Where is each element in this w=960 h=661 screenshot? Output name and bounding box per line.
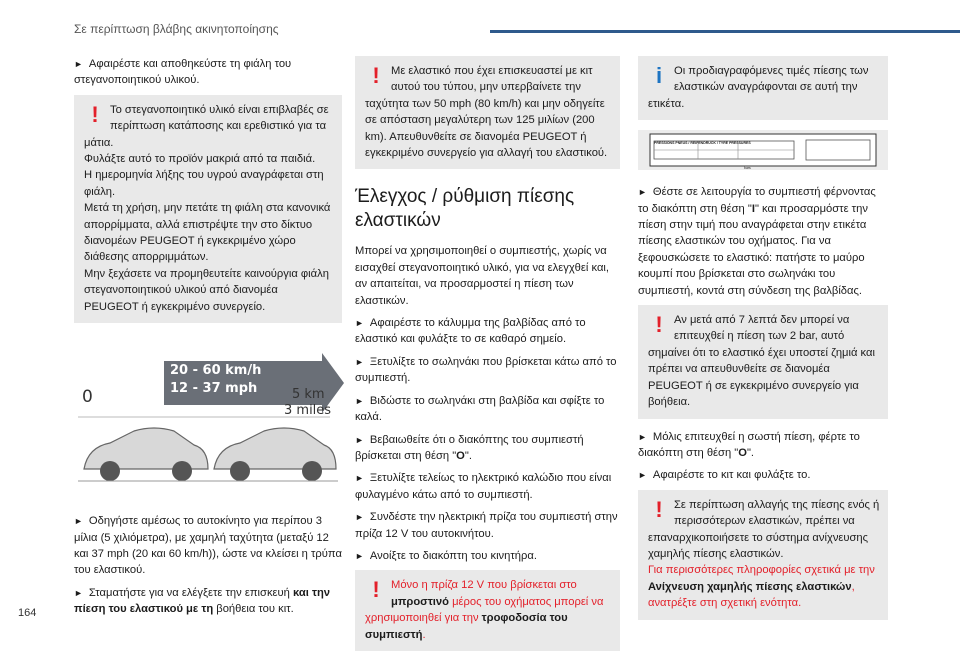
note-line: Μην ξεχάσετε να προμηθευτείτε καινούργια φιάλη στεγανοποιητικού υλικού από διανομέα PEUGEOT ή εγκεκριμένο συνεργείο. [84,267,329,313]
bullet-arrow-icon: ► [355,512,364,523]
step: ► Συνδέστε την ηλεκτρική πρίζα του συμπιεστή στην πρίζα 12 V του αυτοκινήτου. [355,511,618,540]
column-2 [355,56,620,661]
bullet-arrow-icon: ► [355,473,364,484]
info-icon: i [655,63,663,88]
bullet-arrow-icon: ► [638,187,647,198]
section-title: Έλεγχος / ρύθμιση πίεσης ελαστικών [355,186,575,232]
speed-distance-illustration [74,351,342,501]
step: ► Αφαιρέστε το κάλυμμα της βαλβίδας από το ελαστικό και φυλάξτε το σε καθαρό σημείο. [355,317,586,346]
info-note: i Οι προδιαγραφόμενες τιμές πίεσης των ελαστικών αναγράφονται σε αυτή την ετικέτα. [638,56,888,120]
step: ► Μόλις επιτευχθεί η σωστή πίεση, φέρτε το διακόπτη στη θέση "O". [638,430,860,459]
label-unit: bars [744,166,751,171]
step: ► Βιδώστε το σωληνάκι στη βαλβίδα και σφίξτε το καλά. [355,394,605,424]
speed-kmh: 20 - 60 km/h [170,363,262,379]
warning-icon: ! [655,312,663,338]
warning-note: ! Μόνο η πρίζα 12 V που βρίσκεται στο μπροστινό μέρος του οχήματος μπορεί να χρησιμοποιηθεί για την τροφοδοσία του συμπιεστή. [355,570,620,651]
tyre-pressure-label-illustration [638,130,888,170]
warning-icon: ! [655,496,663,522]
distance-miles: 3 miles [284,403,332,419]
bullet-arrow-icon: ► [74,59,83,69]
bullet-arrow-icon: ► [638,470,647,481]
warning-note: ! Με ελαστικό που έχει επισκευαστεί με κιτ αυτού του τύπου, μην υπερβαίνετε την ταχύτητα των 50 mph (80 km/h) και μην οδηγείτε σε απόσταση μεγαλύτερη των 125 μιλίων (200 km). Απευθυνθείτε σε διανομέα PEUGEOT ή εγκεκριμένο συνεργείο για αλλαγή του ελαστικού. [355,56,620,169]
bullet-arrow-icon: ► [355,395,364,406]
note-line: Μετά τη χρήση, μην πετάτε τη φιάλη στα κανονικά απορρίμματα, αλλά επιστρέψτε την στο δίκτυο διανομέων PEUGEOT ή εγκεκριμένο χώρο διάθεσης απορριμμάτων. [84,202,331,264]
note-line: Φυλάξτε αυτό το προϊόν μακριά από τα παιδιά. [84,153,316,166]
step: ► Βεβαιωθείτε ότι ο διακόπτης του συμπιεστή βρίσκεται στη θέση "O". [355,433,584,462]
column-3 [638,56,888,630]
car-icon [74,351,342,501]
header-title: Σε περίπτωση βλάβης ακινητοποίησης [74,22,279,36]
step: ► Θέστε σε λειτουργία το συμπιεστή φέρνοντας το διακόπτη στη θέση "I" και προσαρμόστε την πίεση στην τιμή που αναγράφεται στην ετικέτα πίεσης ελαστικών του οχήματος. Για να ξεφουσκώσετε το ελαστικό: πατήστε το μαύρο κουμπί που βρίσκεται στο σωληνάκι του συμπιεστή, κοντά στη σύνδεση της βαλβίδας. [638,186,876,297]
bullet-arrow-icon: ► [638,431,647,442]
warning-note: ! Αν μετά από 7 λεπτά δεν μπορεί να επιτευχθεί η πίεση των 2 bar, αυτό σημαίνει ότι το ελαστικό έχει υποστεί ζημιά και πρέπει να απευθυνθείτε σε διανομέα PEUGEOT ή σε εγκεκριμένο συνεργείο για βοήθεια. [638,305,888,418]
note-line: Η ημερομηνία λήξης του υγρού αναγράφεται στη φιάλη. [84,169,324,198]
bullet-arrow-icon: ► [355,356,364,367]
warning-note: ! Σε περίπτωση αλλαγής της πίεσης ενός ή περισσότερων ελαστικών, πρέπει να επαναρχικοποιήσετε το σύστημα ανίχνευσης χαμηλής πίεσης ελαστικών. Για περισσότερες πληροφορίες σχετικά με την Ανίχνευση χαμηλής πίεσης ελαστικών, ανατρέξτε στη σχετική ενότητα. [638,490,888,620]
paragraph: ► Οδηγήστε αμέσως το αυτοκίνητο για περίπου 3 μίλια (5 χιλιόμετρα), με χαμηλή ταχύτητα (μεταξύ 12 και 37 mph (20 και 60 km/h)), ώστε να κλείσει η τρύπα του ελαστικού. [74,515,342,577]
bullet-arrow-icon: ► [355,318,364,329]
column-1 [74,56,342,624]
bullet-arrow-icon: ► [74,516,83,527]
bullet-arrow-icon: ► [74,587,83,598]
warning-icon: ! [91,101,99,127]
step: ► Ξετυλίξτε το σωληνάκι που βρίσκεται κάτω από το συμπιεστή. [355,355,617,385]
bullet-arrow-icon: ► [355,550,364,561]
paragraph: Μπορεί να χρησιμοποιηθεί ο συμπιεστής, χωρίς να εισαχθεί στεγανοποιητικό υλικό, για να ελεγχθεί και, αν απαιτείται, να προσαρμοστεί η πίεση των ελαστικών. [355,245,610,307]
distance-km: 5 km [292,387,325,403]
bullet-arrow-icon: ► [355,434,364,445]
paragraph: ► Σταματήστε για να ελέγξετε την επισκευή και την πίεση του ελαστικού με τη βοήθεια του κιτ. [74,586,330,616]
note-line: Το στεγανοποιητικό υλικό είναι επιβλαβές σε περίπτωση κατάποσης και ερεθιστικό για τα μάτια. [84,103,329,149]
label-header: PRESSIONS PNEUS / REIFENDRUCK / TYRE PRESSURES [654,141,751,146]
warning-icon: ! [372,63,380,88]
step: ► Αφαιρέστε το κιτ και φυλάξτε το. [638,469,811,482]
warning-note [74,95,342,323]
paragraph: ► Αφαιρέστε και αποθηκεύστε τη φιάλη του στεγανοποιητικού υλικού. [74,58,292,87]
header-rule [490,30,960,33]
warning-icon: ! [372,577,380,603]
start-zero: 0 [82,387,93,408]
speed-mph: 12 - 37 mph [170,381,258,397]
step: ► Ξετυλίξτε τελείως το ηλεκτρικό καλώδιο που είναι φυλαγμένο κάτω από το συμπιεστή. [355,472,612,501]
page-number: 164 [18,607,37,619]
step: ► Ανοίξτε το διακόπτη του κινητήρα. [355,549,537,562]
